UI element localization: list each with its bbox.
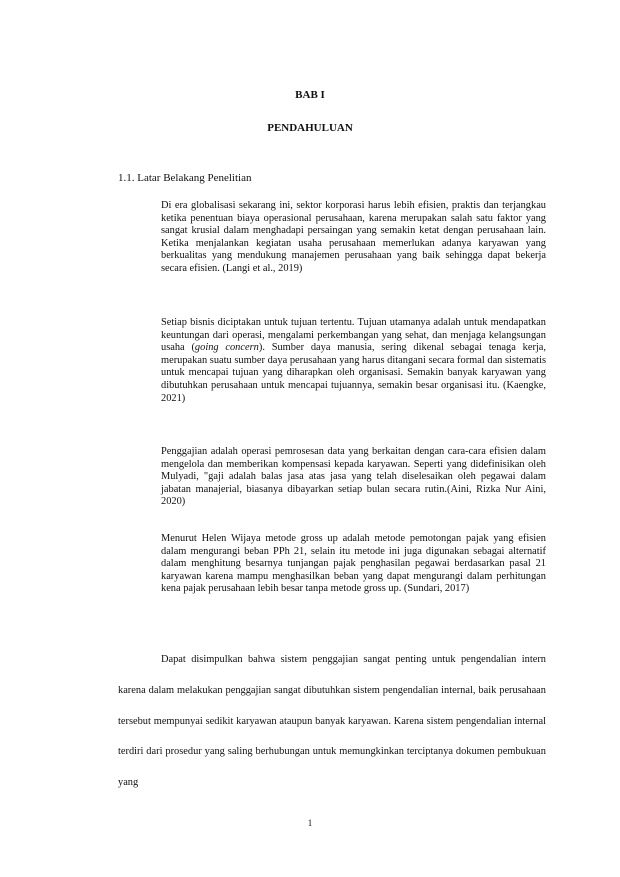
- body-paragraph: [118, 645, 546, 799]
- quote-paragraph-2: [161, 317, 546, 405]
- quote-text: Menurut Helen Wijaya metode gross up adalah metode pemotongan pajak yang efisien dalam mengurangi beban PPh 21, selain itu metode ini juga digunakan sebagai alternatif dalam menghitung besarnya tunjangan pajak penghasilan pegawai berdasarkan pasal 21 karyawan karena mampu menghasilkan beban yang dapat mengurangi dalam perhitungan kena pajak perusahaan lebih besar tanpa metode gross up. (Sundari, 2017): [161, 533, 546, 595]
- quote-text: Di era globalisasi sekarang ini, sektor korporasi harus lebih efisien, praktis dan terjangkau ketika penentuan biaya operasional perusahaan, karena merupakan salah satu faktor yang sangat krusial dalam menghadapi persaingan yang semakin ketat dengan perusahaan lain. Ketika menjalankan kegiatan usaha perusahaan memerlukan adanya karyawan yang berkualitas yang mendukung manajemen perusahaan yang baik sehingga dapat bekerja secara efisien. (Langi et al., 2019): [161, 200, 546, 274]
- quote-text: [161, 317, 546, 405]
- page-number: 1: [307, 818, 313, 828]
- quote-paragraph-3: [161, 446, 546, 509]
- quote-paragraph-1: [161, 200, 546, 276]
- body-paragraph-text: Dapat disimpulkan bahwa sistem penggajian sangat penting untuk pengendalian intern karena dalam melakukan penggajian sangat dibutuhkan sistem pengendalian internal, baik perusahaan tersebut mempunyai sedikit karyawan ataupun banyak karyawan. Karena sistem pengendalian internal terdiri dari prosedur yang saling berhubungan untuk memungkinkan terciptanya dokumen pembukuan yang: [118, 654, 546, 789]
- quote-text-end: ). Sumber daya manusia, sering dikenal sebagai tenaga kerja, merupakan suatu sumber daya perusahaan yang harus ditangani secara formal dan sistematis untuk mencapai tujuan yang diharapkan oleh organisasi. Semakin banyak karyawan yang dibutuhkan perusahaan untuk mencapai tujuannya, semakin besar organisasi itu. (Kaengke, 2021): [161, 342, 547, 404]
- italic-term: going concern: [194, 342, 259, 354]
- chapter-title: PENDAHULUAN: [267, 122, 353, 134]
- quote-text: Penggajian adalah operasi pemrosesan data yang berkaitan dengan cara-cara efisien dalam mengelola dan memberikan kompensasi kepada karyawan. Seperti yang didefinisikan oleh Mulyadi, "gaji adalah balas jasa atas jasa yang telah diselesaikan oleh pegawai dalam jabatan manajerial, biasanya dibayarkan setiap bulan secara rutin.(Aini, Rizka Nur Aini, 2020): [161, 446, 546, 508]
- chapter-label: BAB I: [295, 89, 325, 101]
- section-heading: 1.1. Latar Belakang Penelitian: [118, 172, 252, 184]
- quote-paragraph-4: [161, 533, 546, 596]
- quote-text-start: Setiap bisnis diciptakan untuk tujuan tertentu. Tujuan utamanya adalah untuk mendapatkan keuntungan dari operasi, mengalami perkembangan yang sehat, dan menjaga kelangsungan usaha (: [161, 317, 546, 354]
